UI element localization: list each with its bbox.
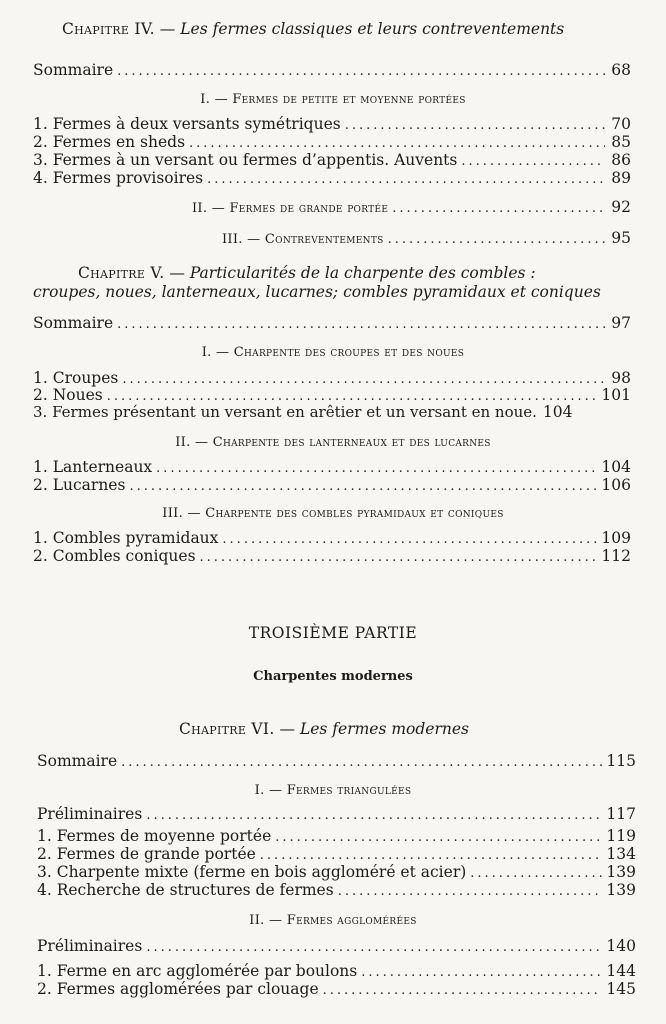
dot-leader: [121, 754, 602, 772]
entry-title: 1. Fermes de moyenne portée: [37, 827, 272, 845]
toc-entry[interactable]: [37, 845, 636, 865]
page-number: 134: [606, 845, 636, 863]
chapter-title: Particularités de la charpente des combles :: [189, 264, 536, 282]
page-number: 106: [601, 476, 631, 494]
dot-leader: [129, 478, 597, 496]
toc-entry[interactable]: [37, 805, 636, 825]
entry-title: Sommaire: [33, 314, 114, 332]
toc-entry[interactable]: [37, 863, 636, 883]
page-number: 117: [606, 805, 636, 823]
chapter-6-heading: [179, 720, 469, 738]
chapter-label: Chapitre V.: [78, 264, 165, 282]
entry-title: Sommaire: [33, 61, 114, 79]
entry-title: 1. Fermes à deux versants symétriques: [33, 115, 341, 133]
entry-title: II. — Fermes de grande portée: [192, 201, 389, 216]
section-heading: I. — Fermes de petite et moyenne portées: [200, 92, 466, 107]
entry-title: 3. Charpente mixte (ferme en bois aggloméré et acier): [37, 863, 467, 881]
entry-title: 4. Recherche de structures de fermes: [37, 881, 334, 899]
page-number: 104: [601, 458, 631, 476]
entry-title: 1. Combles pyramidaux: [33, 529, 219, 547]
dot-leader: [117, 316, 605, 334]
page-number: 145: [606, 980, 636, 998]
dot-leader: [388, 231, 605, 249]
entry-title: 1. Croupes: [33, 369, 119, 387]
page-number: 92: [611, 198, 631, 216]
section-heading: III. — Charpente des combles pyramidaux et coniques: [162, 506, 504, 521]
dot-leader: [338, 883, 603, 901]
part-subtitle: Charpentes modernes: [253, 669, 413, 684]
entry-title: Sommaire: [37, 752, 118, 770]
entry-title: 2. Fermes en sheds: [33, 133, 186, 151]
entry-title: 2. Lucarnes: [33, 476, 126, 494]
chapter-title-line-2: croupes, noues, lanterneaux, lucarnes; combles pyramidaux et coniques: [33, 283, 601, 301]
entry-title: 1. Lanterneaux: [33, 458, 153, 476]
dot-leader: [323, 982, 603, 1000]
toc-entry[interactable]: [33, 169, 631, 189]
page-number: 140: [606, 937, 636, 955]
toc-entry[interactable]: [33, 151, 631, 171]
page-number: 95: [611, 229, 631, 247]
chapter-label: Chapitre VI.: [179, 720, 275, 738]
toc-entry[interactable]: [33, 476, 631, 496]
entry-title: 2. Fermes de grande portée: [37, 845, 256, 863]
page-number: 109: [601, 529, 631, 547]
toc-entry[interactable]: [33, 547, 631, 567]
part-title: TROISIÈME PARTIE: [248, 624, 418, 642]
toc-entry[interactable]: [33, 133, 631, 153]
dot-leader: [200, 549, 598, 567]
dash: —: [169, 264, 185, 282]
toc-entry[interactable]: [37, 752, 636, 772]
page-number: 139: [606, 863, 636, 881]
toc-entry[interactable]: [33, 529, 631, 549]
toc-entry[interactable]: [33, 403, 631, 421]
toc-entry[interactable]: [37, 827, 636, 847]
dot-leader: [146, 807, 602, 825]
entry-title: 3. Fermes présentant un versant en arêtier et un versant en noue.: [33, 403, 537, 421]
page-number: 115: [606, 752, 636, 770]
page-number: 89: [611, 169, 631, 187]
page-number: 112: [601, 547, 631, 565]
page-number: 70: [611, 115, 631, 133]
toc-entry[interactable]: [37, 937, 636, 957]
page-number: 85: [611, 133, 631, 151]
page-number: 104: [542, 403, 573, 421]
section-heading: I. — Fermes triangulées: [254, 783, 412, 798]
page-number: 98: [611, 369, 631, 387]
dash: —: [159, 20, 176, 38]
entry-title: 3. Fermes à un versant ou fermes d’appentis. Auvents: [33, 151, 458, 169]
section-heading: I. — Charpente des croupes et des noues: [201, 345, 465, 360]
page-number: 139: [606, 881, 636, 899]
toc-entry[interactable]: [222, 229, 631, 249]
toc-entry[interactable]: [37, 962, 636, 982]
page-number: 144: [606, 962, 636, 980]
entry-title: 1. Ferme en arc agglomérée par boulons: [37, 962, 358, 980]
toc-entry[interactable]: [33, 314, 631, 334]
entry-title: III. — Contreventements: [222, 232, 384, 247]
chapter-title: Les fermes modernes: [299, 720, 469, 738]
entry-title: 2. Noues: [33, 386, 103, 404]
chapter-title: Les fermes classiques et leurs contreventements: [180, 20, 565, 38]
entry-title: Préliminaires: [37, 937, 143, 955]
dash: —: [279, 720, 295, 738]
page-number: 119: [606, 827, 636, 845]
entry-title: 2. Fermes agglomérées par clouage: [37, 980, 319, 998]
page-number: 86: [611, 151, 631, 169]
toc-entry[interactable]: [33, 115, 631, 135]
chapter-5-heading: [78, 264, 536, 282]
dot-leader: [146, 939, 602, 957]
entry-title: 4. Fermes provisoires: [33, 169, 204, 187]
toc-entry[interactable]: [192, 198, 631, 218]
page-number: 101: [601, 386, 631, 404]
entry-title: Préliminaires: [37, 805, 143, 823]
section-heading: II. — Fermes agglomérées: [249, 913, 417, 928]
dot-leader: [207, 171, 605, 189]
chapter-label: Chapitre IV.: [62, 20, 155, 38]
toc-entry[interactable]: [33, 458, 631, 478]
entry-title: 2. Combles coniques: [33, 547, 196, 565]
dot-leader: [392, 200, 605, 218]
section-heading: II. — Charpente des lanterneaux et des lucarnes: [175, 435, 491, 450]
page-number: 68: [611, 61, 631, 79]
dot-leader: [117, 63, 605, 81]
toc-entry[interactable]: [37, 881, 636, 901]
chapter-4-heading: [62, 20, 564, 38]
toc-entry[interactable]: [37, 980, 636, 1000]
toc-entry[interactable]: [33, 61, 631, 81]
page-number: 97: [611, 314, 631, 332]
